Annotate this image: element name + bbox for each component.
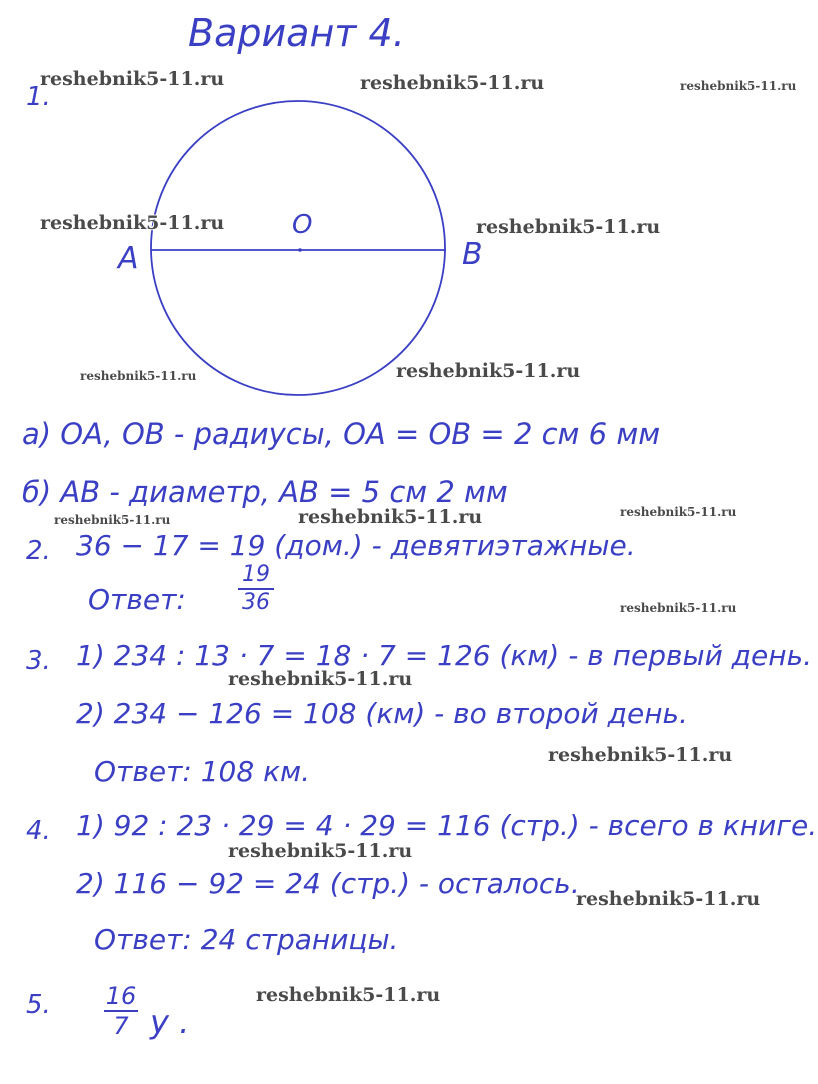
watermark: reshebnik5-11.ru	[680, 79, 797, 93]
task5-number: 5.	[26, 990, 51, 1020]
task4-line2: 2) 116 − 92 = 24 (стр.) - осталось.	[76, 867, 580, 900]
task1-number: 1.	[26, 82, 51, 112]
task3-line2: 2) 234 − 126 = 108 (км) - во второй день.	[76, 697, 688, 730]
watermark: reshebnik5-11.ru	[620, 601, 737, 615]
task2-answer-label: Ответ:	[88, 583, 186, 616]
point-label-b: B	[462, 237, 483, 272]
watermark: reshebnik5-11.ru	[54, 513, 171, 527]
task1-part-b: б) AB - диаметр, AB = 5 см 2 мм	[22, 475, 508, 509]
task2-line1: 36 − 17 = 19 (дом.) - девятиэтажные.	[76, 529, 636, 562]
task5-unit: y .	[150, 1003, 190, 1041]
watermark: reshebnik5-11.ru	[396, 360, 581, 382]
fraction-numerator: 19	[242, 562, 270, 587]
watermark: reshebnik5-11.ru	[298, 506, 483, 528]
task1-part-a: а) OA, OB - радиусы, OA = OB = 2 см 6 мм	[22, 417, 661, 451]
task4-answer: Ответ: 24 страницы.	[94, 923, 399, 956]
task3-number: 3.	[26, 646, 51, 676]
watermark: reshebnik5-11.ru	[476, 216, 661, 238]
fraction-denominator: 7	[113, 1012, 129, 1040]
watermark: reshebnik5-11.ru	[228, 668, 413, 690]
variant-title: Вариант 4.	[188, 11, 405, 55]
task5-fraction	[104, 984, 138, 1038]
watermark: reshebnik5-11.ru	[40, 68, 225, 90]
watermark: reshebnik5-11.ru	[80, 369, 197, 383]
center-point	[298, 248, 302, 252]
point-label-a: A	[118, 241, 139, 276]
watermark: reshebnik5-11.ru	[576, 888, 761, 910]
task2-number: 2.	[26, 536, 51, 566]
watermark: reshebnik5-11.ru	[620, 505, 737, 519]
watermark: reshebnik5-11.ru	[228, 840, 413, 862]
point-label-o: O	[292, 210, 313, 240]
fraction-denominator: 36	[242, 590, 270, 615]
circle	[151, 101, 445, 395]
fraction-numerator: 16	[105, 982, 137, 1010]
watermark: reshebnik5-11.ru	[548, 744, 733, 766]
watermark: reshebnik5-11.ru	[40, 212, 225, 234]
task4-line1: 1) 92 : 23 · 29 = 4 · 29 = 116 (стр.) - всего в книге.	[76, 809, 818, 842]
task3-line1: 1) 234 : 13 · 7 = 18 · 7 = 126 (км) - в первый день.	[76, 639, 812, 672]
task3-answer: Ответ: 108 км.	[94, 755, 311, 788]
watermark: reshebnik5-11.ru	[360, 72, 545, 94]
task4-number: 4.	[26, 816, 51, 846]
watermark: reshebnik5-11.ru	[256, 984, 441, 1006]
task2-answer-fraction	[238, 564, 274, 614]
